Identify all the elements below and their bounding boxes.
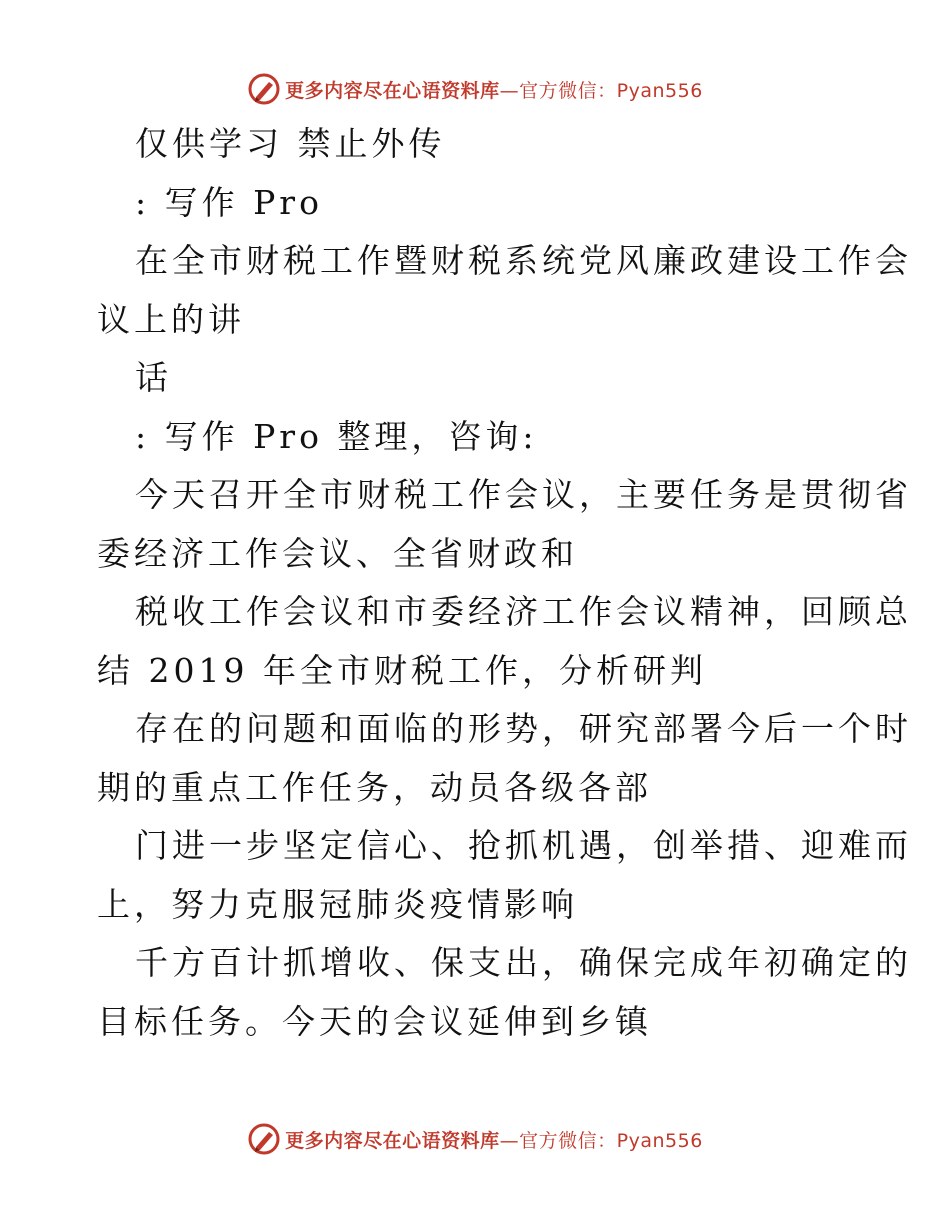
text-line: 目标任务。今天的会议延伸到乡镇: [97, 1001, 652, 1041]
document-body: [97, 115, 912, 1051]
header-banner: [0, 72, 950, 106]
text-line: 委经济工作会议、全省财政和: [97, 533, 578, 573]
text-line: 话: [135, 358, 172, 397]
text-line: 千方百计抓增收、保支出，确保完成年初确定的: [135, 943, 912, 982]
text-line: 议上的讲: [97, 299, 245, 339]
text-line: : 写作 Pro: [135, 182, 323, 222]
banner-separator: —: [499, 79, 520, 102]
text-line: 税收工作会议和市委经济工作会议精神，回顾总: [135, 592, 912, 631]
banner-wechat: 官方微信：Pyan556: [519, 1129, 703, 1152]
footer-banner: [0, 1122, 950, 1156]
pen-logo-icon: [247, 72, 281, 106]
text-line: 门进一步坚定信心、抢抓机遇，创举措、迎难而: [135, 826, 912, 865]
text-line: 期的重点工作任务，动员各级各部: [97, 767, 652, 807]
banner-title: 更多内容尽在心语资料库: [285, 79, 500, 102]
text-line: 在全市财税工作暨财税系统党风廉政建设工作会: [135, 241, 912, 280]
text-line: 仅供学习 禁止外传: [135, 124, 446, 163]
banner-title: 更多内容尽在心语资料库: [285, 1129, 500, 1152]
text-line: 上，努力克服冠肺炎疫情影响: [97, 884, 578, 924]
banner-wechat: 官方微信：Pyan556: [519, 79, 703, 102]
pen-logo-icon: [247, 1122, 281, 1156]
text-line: 结 2019 年全市财税工作，分析研判: [97, 650, 707, 690]
text-line: 存在的问题和面临的形势，研究部署今后一个时: [135, 709, 912, 748]
text-line: 今天召开全市财税工作会议，主要任务是贯彻省: [135, 475, 912, 514]
banner-separator: —: [499, 1129, 520, 1152]
text-line: : 写作 Pro 整理，咨询:: [135, 416, 538, 456]
